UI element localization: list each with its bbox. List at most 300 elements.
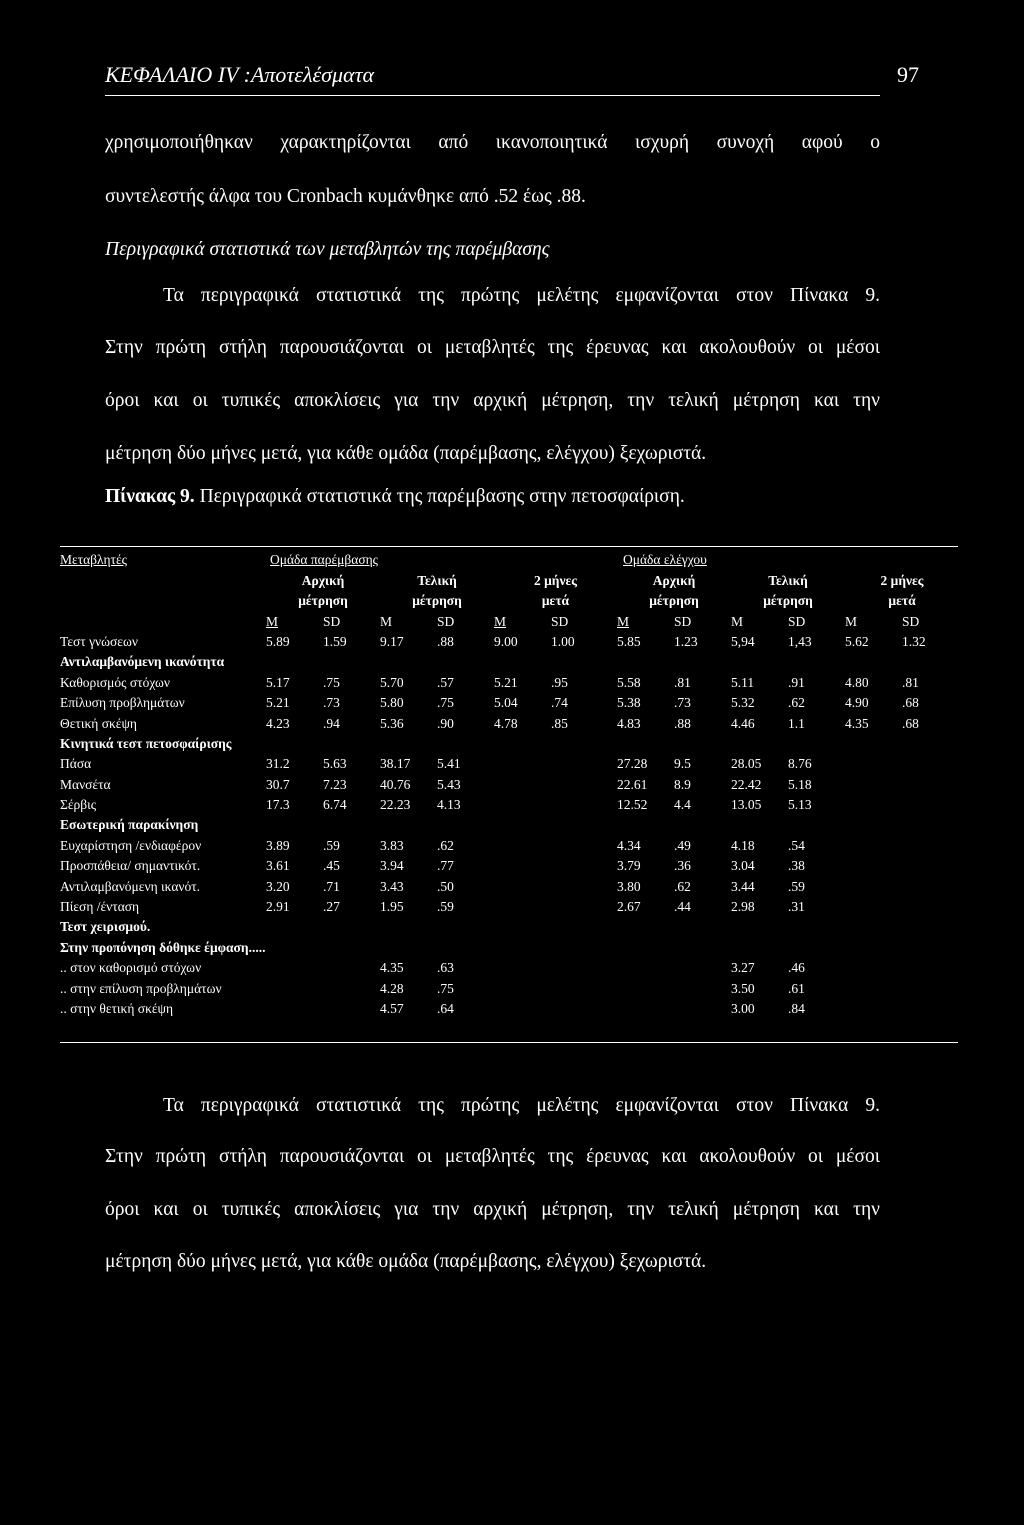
row-label: Θετική σκέψη	[60, 715, 137, 731]
table-cell	[380, 813, 437, 833]
table-cell: 5.80	[380, 695, 404, 711]
table-cell	[845, 854, 902, 874]
row-label: .. στην επίλυση προβλημάτων	[60, 980, 222, 996]
table-cell: 4.34	[617, 837, 641, 853]
table-cell: 5.13	[788, 797, 812, 813]
row-label: Μανσέτα	[60, 776, 111, 792]
table-cell: .68	[902, 715, 919, 731]
table-cell: .27	[323, 899, 340, 915]
table-cell	[494, 935, 551, 955]
table-msd-header-row	[60, 609, 959, 629]
table-cell: .81	[674, 674, 691, 690]
table-cell	[845, 956, 902, 976]
table-cell	[551, 793, 617, 813]
table-cell	[323, 935, 380, 955]
table-cell: 4.13	[437, 797, 461, 813]
table-cell	[380, 935, 437, 955]
table-cell: 5.43	[437, 776, 461, 792]
bottom-paragraph-line-4: μέτρηση δύο μήνες μετά, για κάθε ομάδα (παρέμβασης, ελέγχου) ξεχωριστά.	[105, 1251, 707, 1272]
table-cell	[380, 915, 437, 935]
intervention-2m-h2: μετά	[541, 593, 570, 609]
col-variables-header: Μεταβλητές	[60, 552, 127, 568]
table-cell: 27.28	[617, 756, 648, 772]
table-cell	[845, 793, 902, 813]
table-cell	[845, 813, 902, 833]
table-cell	[617, 956, 674, 976]
header-rule	[105, 95, 880, 96]
table-cell: .94	[323, 715, 340, 731]
table-cell	[902, 935, 959, 955]
table-cell: 3.50	[731, 980, 755, 996]
table-cell: 5.11	[731, 674, 755, 690]
table-cell	[266, 935, 323, 955]
intervention-final-h2: μέτρηση	[412, 593, 462, 609]
table-cell: 1.00	[551, 633, 575, 649]
table-row	[60, 630, 959, 650]
table-cell	[266, 997, 323, 1017]
bottom-paragraph-line-1: Τα περιγραφικά στατιστικά της πρώτης μελέτης εμφανίζονται στον Πίνακα 9.	[163, 1095, 880, 1116]
table-cell: 3.04	[731, 858, 755, 874]
table-cell: .90	[437, 715, 454, 731]
table-cell	[674, 813, 731, 833]
table-cell: 5.89	[266, 633, 290, 649]
table-body	[60, 630, 959, 1017]
table-row	[60, 833, 959, 853]
intro-paragraph-line-1: Τα περιγραφικά στατιστικά της πρώτης μελέτης εμφανίζονται στον Πίνακα 9.	[163, 285, 880, 306]
table-cell	[494, 915, 551, 935]
table-cell	[674, 732, 731, 752]
table-cell: 3.27	[731, 960, 755, 976]
table-cell	[902, 833, 959, 853]
table-cell	[617, 650, 674, 670]
table-cell: 1.1	[788, 715, 805, 731]
control-final-h2: μέτρηση	[763, 593, 813, 609]
table-cell	[617, 935, 674, 955]
table-cell	[380, 732, 437, 752]
table-cell: 3.61	[266, 858, 290, 874]
table-cell	[437, 650, 494, 670]
table-cell	[551, 650, 617, 670]
table-cell	[902, 976, 959, 996]
table-cell	[437, 915, 494, 935]
table-cell: 5.63	[323, 756, 347, 772]
table-cell: 8.9	[674, 776, 691, 792]
table-cell: 30.7	[266, 776, 290, 792]
table-cell	[902, 854, 959, 874]
table-subheader-row-2	[60, 589, 959, 609]
table-cell	[902, 813, 959, 833]
table-cell	[551, 732, 617, 752]
table-cell	[323, 915, 380, 935]
table-cell: 8.76	[788, 756, 812, 772]
table-cell: .50	[437, 878, 454, 894]
group-control-header: Ομάδα ελέγχου	[623, 552, 707, 568]
table-cell	[380, 650, 437, 670]
table-row	[60, 711, 959, 731]
table-cell: 31.2	[266, 756, 290, 772]
table-cell: .75	[323, 674, 340, 690]
table-cell	[731, 935, 788, 955]
table-row	[60, 813, 959, 833]
section-heading: Περιγραφικά στατιστικά των μεταβλητών της παρέμβασης	[105, 239, 550, 260]
table-cell: .31	[788, 899, 805, 915]
table-cell: 5.17	[266, 674, 290, 690]
chapter-title: ΚΕΦΑΛΑΙΟ IV :Αποτελέσματα	[105, 62, 375, 87]
table-cell: .62	[788, 695, 805, 711]
row-label: Ευχαρίστηση /ενδιαφέρον	[60, 837, 202, 853]
control-2m-h1: 2 μήνες	[880, 572, 924, 588]
table-cell: 3.83	[380, 837, 404, 853]
table-cell: 22.61	[617, 776, 648, 792]
table-cell	[551, 915, 617, 935]
m-header: M	[494, 613, 507, 629]
table-cell: 5.58	[617, 674, 641, 690]
table-cell: .49	[674, 837, 691, 853]
table-cell: 3.80	[617, 878, 641, 894]
table-cell: .75	[437, 695, 454, 711]
table-cell	[731, 732, 788, 752]
table-cell	[617, 915, 674, 935]
table-cell	[788, 813, 845, 833]
table-row	[60, 772, 959, 792]
table-cell	[494, 650, 551, 670]
table-cell: 4.35	[845, 715, 869, 731]
table-cell	[902, 915, 959, 935]
sd-header: SD	[902, 613, 920, 629]
table-cell	[323, 956, 380, 976]
m-header: M	[731, 613, 744, 629]
table-cell	[437, 813, 494, 833]
table-cell: .59	[323, 837, 340, 853]
table-cell: .61	[788, 980, 805, 996]
table-cell: .64	[437, 1000, 454, 1016]
table-cell: .74	[551, 695, 568, 711]
table-cell	[845, 895, 902, 915]
table-cell: .68	[902, 695, 919, 711]
table-cell	[494, 956, 551, 976]
table-cell: 5.41	[437, 756, 461, 772]
table-cell: 4.90	[845, 695, 869, 711]
table-cell: .85	[551, 715, 568, 731]
table-row	[60, 935, 959, 955]
table-row	[60, 976, 959, 996]
table-cell: 3.20	[266, 878, 290, 894]
table-cell: 12.52	[617, 797, 648, 813]
table-cell	[494, 813, 551, 833]
row-label: Τεστ χειρισμού.	[60, 919, 151, 935]
table-cell: 5.38	[617, 695, 641, 711]
row-label: Πίεση /ένταση	[60, 899, 140, 915]
table-cell	[494, 772, 551, 792]
control-initial-h2: μέτρηση	[649, 593, 699, 609]
table-cell	[845, 833, 902, 853]
table-cell	[494, 752, 551, 772]
table-cell	[902, 752, 959, 772]
table-cell: 5.21	[494, 674, 518, 690]
table-cell: .73	[674, 695, 691, 711]
table-row	[60, 650, 959, 670]
table-cell	[266, 650, 323, 670]
table-cell	[674, 956, 731, 976]
table-cell: .75	[437, 980, 454, 996]
table-cell: .84	[788, 1000, 805, 1016]
table-cell	[551, 772, 617, 792]
table-cell	[494, 793, 551, 813]
table-cell	[731, 915, 788, 935]
table-cell: 40.76	[380, 776, 411, 792]
table-cell: .73	[323, 695, 340, 711]
table-cell: 5.32	[731, 695, 755, 711]
table-cell	[845, 732, 902, 752]
table-cell	[551, 895, 617, 915]
top-paragraph-line-2: συντελεστής άλφα του Cronbach κυμάνθηκε από .52 έως .88.	[105, 186, 586, 207]
table-cell	[845, 874, 902, 894]
table-cell	[617, 976, 674, 996]
table-cell	[551, 813, 617, 833]
table-rule-top	[60, 546, 958, 547]
table-cell: 1.95	[380, 899, 404, 915]
table-cell: 1,43	[788, 633, 812, 649]
table-cell: .62	[437, 837, 454, 853]
table-cell: 4.46	[731, 715, 755, 731]
table-cell: 4.23	[266, 715, 290, 731]
table-row	[60, 670, 959, 690]
intervention-initial-h2: μέτρηση	[298, 593, 348, 609]
table-cell	[494, 997, 551, 1017]
table-cell	[845, 935, 902, 955]
table-cell: 28.05	[731, 756, 762, 772]
table-cell	[494, 976, 551, 996]
table-cell	[551, 752, 617, 772]
table-cell	[437, 935, 494, 955]
table-cell	[788, 915, 845, 935]
table-cell	[845, 752, 902, 772]
table-row	[60, 752, 959, 772]
table-cell	[902, 772, 959, 792]
table-cell: 4.80	[845, 674, 869, 690]
table-cell	[266, 976, 323, 996]
table-cell	[551, 935, 617, 955]
table-cell	[788, 935, 845, 955]
table-cell: 5.62	[845, 633, 869, 649]
row-label: Αντιλαμβανόμενη ικανότητα	[60, 654, 225, 670]
table-cell	[674, 935, 731, 955]
table-cell	[494, 895, 551, 915]
table-cell	[323, 650, 380, 670]
table-cell: 4.83	[617, 715, 641, 731]
table-group-header-row	[60, 548, 959, 568]
bottom-paragraph-line-2: Στην πρώτη στήλη παρουσιάζονται οι μεταβλητές της έρευνας και ακολουθούν οι μέσοι	[105, 1146, 880, 1167]
table-cell: .59	[788, 878, 805, 894]
table-cell	[845, 915, 902, 935]
row-label: Προσπάθεια/ σημαντικότ.	[60, 858, 201, 874]
table-cell	[551, 976, 617, 996]
table-rule-bottom	[60, 1042, 958, 1043]
table-cell: 4.18	[731, 837, 755, 853]
sd-header: SD	[788, 613, 806, 629]
row-label: Καθορισμός στόχων	[60, 674, 171, 690]
table-cell	[323, 813, 380, 833]
table-cell	[551, 997, 617, 1017]
table-cell: 1.59	[323, 633, 347, 649]
table-cell: 9.00	[494, 633, 518, 649]
row-label: Επίλυση προβλημάτων	[60, 695, 185, 711]
table-cell: 5.21	[266, 695, 290, 711]
table-cell	[437, 732, 494, 752]
group-intervention-header: Ομάδα παρέμβασης	[270, 552, 379, 568]
table-cell: 3.94	[380, 858, 404, 874]
table-cell: 9.5	[674, 756, 691, 772]
table-cell	[266, 813, 323, 833]
control-initial-h1: Αρχική	[652, 572, 696, 588]
table-row	[60, 874, 959, 894]
row-label: Κινητικά τεστ πετοσφαίρισης	[60, 735, 232, 751]
table-cell	[551, 874, 617, 894]
table-caption-text: Περιγραφικά στατιστικά της παρέμβασης στην πετοσφαίριση.	[194, 486, 685, 507]
table-cell	[551, 854, 617, 874]
table-cell: 17.3	[266, 797, 290, 813]
table-row	[60, 915, 959, 935]
table-cell	[674, 997, 731, 1017]
table-cell: .38	[788, 858, 805, 874]
table-cell	[902, 956, 959, 976]
table-cell: 4.4	[674, 797, 691, 813]
table-cell	[494, 874, 551, 894]
table-cell: 22.23	[380, 797, 411, 813]
table-row	[60, 854, 959, 874]
control-2m-h2: μετά	[888, 593, 916, 609]
table-row	[60, 956, 959, 976]
table-cell	[323, 997, 380, 1017]
table-cell: .81	[902, 674, 919, 690]
descriptive-stats-table	[60, 548, 959, 1017]
table-cell: 5.04	[494, 695, 518, 711]
intro-paragraph-line-4: μέτρηση δύο μήνες μετά, για κάθε ομάδα (παρέμβασης, ελέγχου) ξεχωριστά.	[105, 443, 707, 464]
intervention-final-h1: Τελική	[417, 572, 457, 588]
table-cell	[845, 997, 902, 1017]
sd-header: SD	[551, 613, 569, 629]
table-caption	[105, 486, 685, 508]
table-cell	[323, 976, 380, 996]
m-header: M	[380, 613, 393, 629]
table-cell: 13.05	[731, 797, 762, 813]
table-cell: 2.98	[731, 899, 755, 915]
table-cell	[788, 732, 845, 752]
table-cell	[788, 650, 845, 670]
table-cell: 2.67	[617, 899, 641, 915]
row-label: Εσωτερική παρακίνηση	[60, 817, 199, 833]
table-cell: 1.23	[674, 633, 698, 649]
row-label: Πάσα	[60, 756, 92, 772]
table-cell: 2.91	[266, 899, 290, 915]
table-row	[60, 732, 959, 752]
table-row	[60, 691, 959, 711]
table-cell	[674, 976, 731, 996]
table-row	[60, 997, 959, 1017]
table-cell: 3.79	[617, 858, 641, 874]
table-cell: .77	[437, 858, 454, 874]
table-cell: .88	[437, 633, 454, 649]
table-cell	[323, 732, 380, 752]
table-cell: 5.36	[380, 715, 404, 731]
table-cell	[494, 732, 551, 752]
table-cell	[902, 793, 959, 813]
table-cell: 4.57	[380, 1000, 404, 1016]
table-cell: .36	[674, 858, 691, 874]
table-cell	[266, 956, 323, 976]
table-cell	[902, 650, 959, 670]
intro-paragraph-line-3: όροι και οι τυπικές αποκλίσεις για την αρχική μέτρηση, την τελική μέτρηση και την	[105, 390, 880, 411]
table-cell: 1.32	[902, 633, 926, 649]
table-cell	[731, 650, 788, 670]
control-final-h1: Τελική	[768, 572, 808, 588]
intervention-2m-h1: 2 μήνες	[534, 572, 577, 588]
row-label: Στην προπόνηση δόθηκε έμφαση.....	[60, 939, 266, 955]
m-header: M	[266, 613, 279, 629]
table-cell	[617, 997, 674, 1017]
table-cell: 5.18	[788, 776, 812, 792]
table-cell	[266, 732, 323, 752]
table-cell: 4.28	[380, 980, 404, 996]
sd-header: SD	[323, 613, 341, 629]
table-cell	[902, 997, 959, 1017]
sd-header: SD	[674, 613, 692, 629]
table-row	[60, 895, 959, 915]
bottom-paragraph-line-3: όροι και οι τυπικές αποκλίσεις για την αρχική μέτρηση, την τελική μέτρηση και την	[105, 1199, 880, 1220]
table-cell	[845, 976, 902, 996]
table-cell: 4.78	[494, 715, 518, 731]
table-cell: .54	[788, 837, 805, 853]
table-cell: 3.00	[731, 1000, 755, 1016]
table-cell: 3.43	[380, 878, 404, 894]
table-cell: 5.70	[380, 674, 404, 690]
table-cell: .45	[323, 858, 340, 874]
table-cell: .95	[551, 674, 568, 690]
table-cell: .46	[788, 960, 805, 976]
table-cell: 3.44	[731, 878, 755, 894]
table-cell	[902, 895, 959, 915]
m-header: M	[845, 613, 858, 629]
table-cell	[266, 915, 323, 935]
table-cell	[494, 833, 551, 853]
table-cell: .88	[674, 715, 691, 731]
intervention-initial-h1: Αρχική	[301, 572, 345, 588]
row-label: .. στην θετική σκέψη	[60, 1000, 174, 1016]
table-cell	[731, 813, 788, 833]
table-subheader-row-1	[60, 568, 959, 588]
table-cell	[494, 854, 551, 874]
table-row	[60, 793, 959, 813]
table-cell: 5.85	[617, 633, 641, 649]
table-cell	[617, 732, 674, 752]
page-number: 97	[897, 62, 919, 87]
table-cell: 38.17	[380, 756, 411, 772]
table-cell: .59	[437, 899, 454, 915]
row-label: Τεστ γνώσεων	[60, 633, 138, 649]
table-cell: .62	[674, 878, 691, 894]
table-cell	[845, 772, 902, 792]
table-cell: 3.89	[266, 837, 290, 853]
table-cell: 22.42	[731, 776, 762, 792]
table-cell: 4.35	[380, 960, 404, 976]
table-cell: 6.74	[323, 797, 347, 813]
table-cell: .44	[674, 899, 691, 915]
table-cell: 7.23	[323, 776, 347, 792]
table-cell	[617, 813, 674, 833]
sd-header: SD	[437, 613, 455, 629]
intro-paragraph-line-2: Στην πρώτη στήλη παρουσιάζονται οι μεταβλητές της έρευνας και ακολουθούν οι μέσοι	[105, 337, 880, 358]
table-caption-label: Πίνακας 9.	[105, 486, 195, 507]
